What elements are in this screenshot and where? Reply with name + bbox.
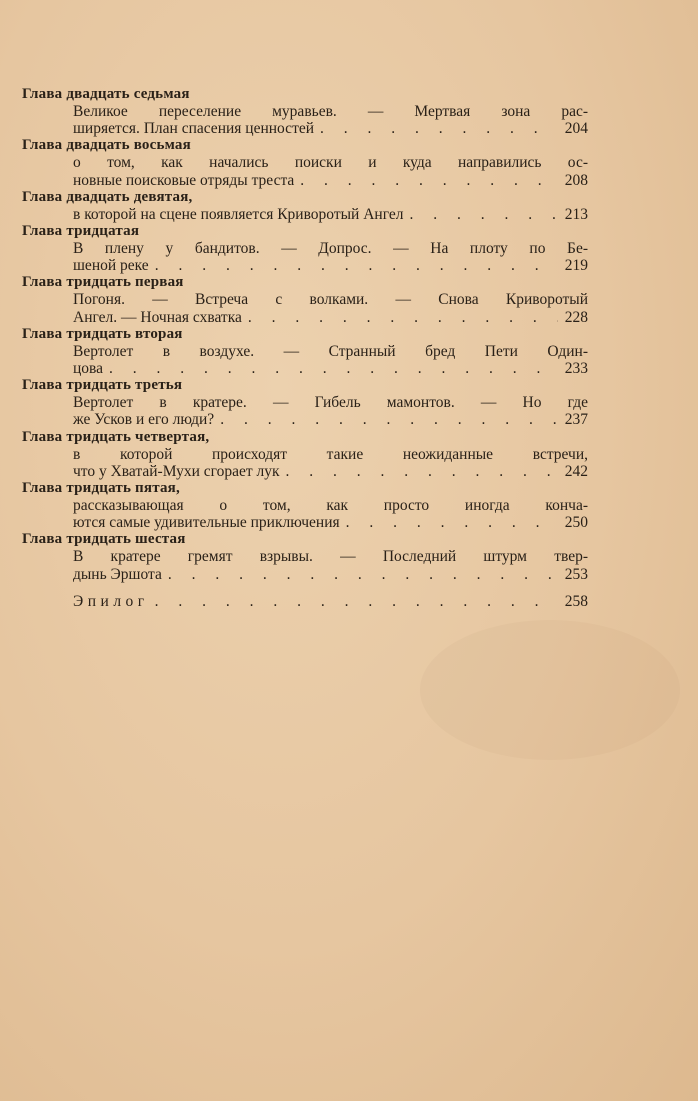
epilog-label: Эпилог: [73, 593, 149, 610]
chapter-description: [22, 240, 588, 274]
description-line: в которой происходят такие неожиданные встречи,: [73, 445, 588, 463]
chapter-heading: Глава тридцать четвертая,: [22, 428, 210, 445]
chapter-heading: Глава тридцать первая: [22, 274, 184, 291]
description-line: цова: [73, 360, 104, 378]
description-line: новные поисковые отряды треста: [73, 171, 295, 189]
toc-chapter: [22, 429, 588, 480]
page-number: 208: [564, 171, 588, 189]
dot-leader: [220, 411, 558, 428]
dot-leader: [155, 257, 558, 274]
description-line: Великое переселение муравьев. — Мертвая зона рас-: [73, 103, 588, 120]
toc-chapter: [22, 531, 588, 582]
toc-chapter: [22, 86, 588, 137]
page-number: 228: [564, 308, 588, 326]
description-line: В кратере гремят взрывы. — Последний штурм твер-: [73, 548, 588, 566]
toc-chapter: [22, 189, 588, 223]
page-number: 213: [564, 205, 588, 223]
chapter-description: [22, 343, 588, 377]
page-number: 253: [564, 565, 588, 583]
description-line: ширяется. План спасения ценностей: [73, 120, 315, 138]
page-number: 250: [564, 514, 588, 532]
chapter-heading: Глава тридцать вторая: [22, 325, 183, 342]
chapter-heading: Глава тридцатая: [22, 223, 140, 240]
description-line: в которой на сцене появляется Криворотый Ангел: [73, 205, 404, 223]
chapter-heading: Глава тридцать третья: [22, 377, 183, 394]
chapter-description: [22, 548, 588, 582]
dot-leader: [155, 593, 558, 611]
page-number: 219: [564, 257, 588, 275]
chapter-heading: Глава двадцать девятая,: [22, 188, 193, 205]
epilog-entry: [22, 593, 588, 611]
description-line: что у Хватай-Мухи сгорает лук: [73, 462, 280, 480]
page-number: 237: [564, 411, 588, 429]
toc-chapter: [22, 377, 588, 428]
chapter-description: [22, 154, 588, 188]
description-line: Вертолет в кратере. — Гибель мамонтов. — Но где: [73, 394, 588, 412]
chapter-description: [22, 394, 588, 428]
toc-chapter: [22, 480, 588, 531]
description-line: В плену у бандитов. — Допрос. — На плоту по Бе-: [73, 240, 588, 258]
dot-leader: [168, 566, 558, 583]
toc-chapter: [22, 274, 588, 325]
chapter-description: [22, 497, 588, 531]
toc-chapter: [22, 223, 588, 274]
chapter-description: [22, 206, 588, 223]
chapter-heading: Глава двадцать восьмая: [22, 137, 191, 154]
dot-leader: [286, 463, 558, 480]
chapter-description: [22, 291, 588, 325]
dot-leader: [409, 206, 558, 223]
page-number: 204: [564, 120, 588, 138]
description-line: рассказывающая о том, как просто иногда конча-: [73, 497, 588, 515]
chapter-heading: Глава тридцать шестая: [22, 531, 186, 548]
description-line: Вертолет в воздухе. — Странный бред Пети Один-: [73, 342, 588, 360]
chapter-description: [22, 103, 588, 137]
toc-chapter: [22, 137, 588, 188]
description-line: же Усков и его люди?: [73, 411, 215, 429]
dot-leader: [109, 360, 558, 377]
table-of-contents: [22, 86, 588, 583]
dot-leader: [248, 309, 558, 326]
description-line: шеной реке: [73, 257, 149, 275]
dot-leader: [300, 172, 558, 189]
dot-leader: [320, 120, 558, 137]
chapter-heading: Глава тридцать пятая,: [22, 480, 180, 497]
chapter-heading: Глава двадцать седьмая: [22, 86, 190, 102]
epilog-page-number: 258: [564, 593, 588, 610]
page-number: 242: [564, 462, 588, 480]
description-line: дынь Эршота: [73, 565, 162, 583]
description-line: о том, как начались поиски и куда направились ос-: [73, 154, 588, 172]
dot-leader: [346, 514, 558, 531]
description-line: Ангел. — Ночная схватка: [73, 308, 242, 326]
description-line: Погоня. — Встреча с волками. — Снова Криворотый: [73, 291, 588, 309]
page-number: 233: [564, 360, 588, 378]
toc-chapter: [22, 326, 588, 377]
chapter-description: [22, 446, 588, 480]
description-line: ются самые удивительные приключения: [73, 514, 340, 532]
paper-stain: [420, 620, 680, 760]
